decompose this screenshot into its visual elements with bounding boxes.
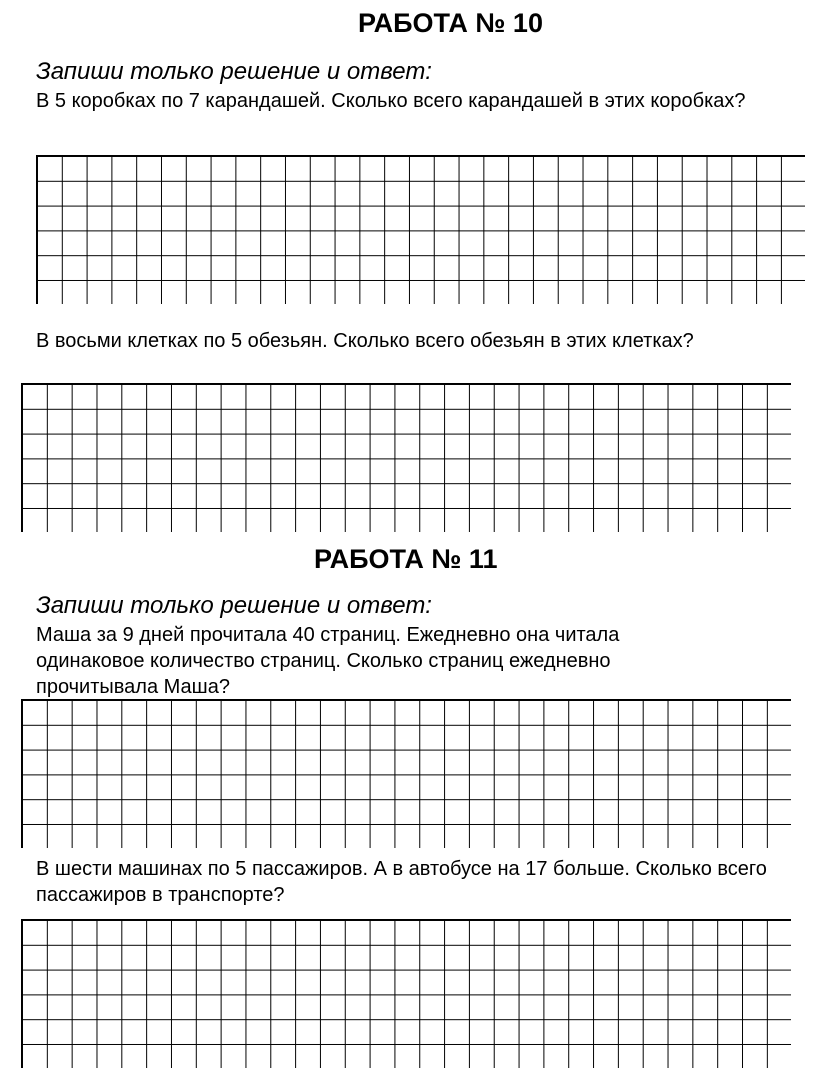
answer-grid-1[interactable] [36,155,805,304]
work-11-task-1: Маша за 9 дней прочитала 40 страниц. Ежедневно она читала одинаковое количество страниц. Сколько страниц ежедневно прочитывала Маша? [36,624,620,698]
work-11-title: РАБОТА № 11 [314,544,498,574]
work-10-title: РАБОТА № 10 [358,8,543,38]
work-10-task-2: В восьми клетках по 5 обезьян. Сколько всего обезьян в этих клетках? [36,330,694,352]
work-11-instruction: Запиши только решение и ответ: [36,592,432,619]
work-10-instruction: Запиши только решение и ответ: [36,58,432,85]
answer-grid-3[interactable] [21,699,791,848]
answer-grid-2[interactable] [21,383,791,532]
work-10-task-1: В 5 коробках по 7 карандашей. Сколько всего карандашей в этих коробках? [36,90,746,112]
work-11-task-2: В шести машинах по 5 пассажиров. А в автобусе на 17 больше. Сколько всего пассажиров в транспорте? [36,858,767,906]
answer-grid-4[interactable] [21,919,791,1068]
